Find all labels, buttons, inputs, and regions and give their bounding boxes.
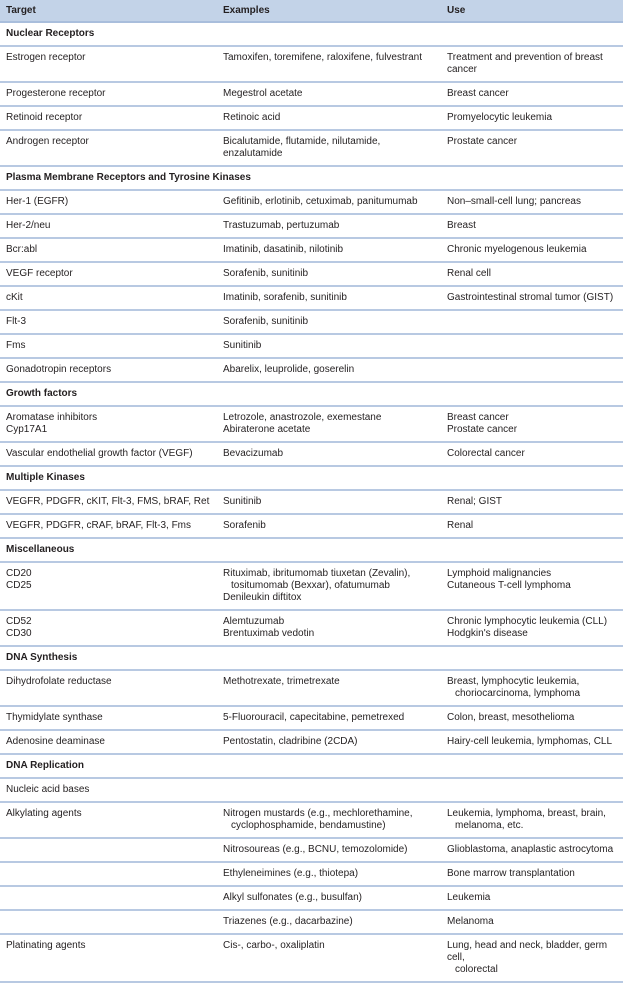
section-title: Nuclear Receptors — [0, 22, 623, 46]
cell-use — [441, 406, 623, 442]
use-text — [447, 364, 617, 376]
use-text: Lymphoid malignancies — [447, 568, 552, 579]
target-text: Cyp17A1 — [6, 424, 48, 435]
cell-use — [441, 610, 623, 646]
section-title: Miscellaneous — [0, 538, 623, 562]
cell-examples — [217, 910, 441, 934]
table-row — [0, 562, 623, 610]
examples-text: Nitrosoureas (e.g., BCNU, temozolomide) — [223, 844, 408, 855]
section-header-row — [0, 382, 623, 406]
examples-text: Alemtuzumab — [223, 616, 285, 627]
use-text: Hodgkin's disease — [447, 628, 528, 639]
target-text — [6, 916, 211, 928]
table-row — [0, 82, 623, 106]
cell-use — [441, 730, 623, 754]
table-row — [0, 442, 623, 466]
use-text: Melanoma — [447, 916, 494, 927]
examples-text: Ethyleneimines (e.g., thiotepa) — [223, 868, 359, 879]
examples-text: Trastuzumab, pertuzumab — [223, 220, 340, 231]
header-examples: Examples — [217, 0, 441, 22]
use-text — [447, 340, 617, 352]
cell-target — [0, 334, 217, 358]
use-text: Promyelocytic leukemia — [447, 112, 553, 123]
examples-text: Triazenes (e.g., dacarbazine) — [223, 916, 353, 927]
use-text: Glioblastoma, anaplastic astrocytoma — [447, 844, 614, 855]
cell-examples — [217, 778, 441, 802]
table-row — [0, 838, 623, 862]
cell-examples — [217, 286, 441, 310]
table-body — [0, 22, 623, 982]
section-title: Growth factors — [0, 382, 623, 406]
target-text: CD52 — [6, 616, 32, 627]
examples-text: Retinoic acid — [223, 112, 281, 123]
use-text: melanoma, etc. — [455, 820, 524, 831]
cell-use — [441, 190, 623, 214]
table-row — [0, 46, 623, 82]
use-text: Colon, breast, mesothelioma — [447, 712, 575, 723]
cell-target — [0, 358, 217, 382]
target-text: Bcr:abl — [6, 244, 38, 255]
cell-examples — [217, 262, 441, 286]
section-header-row — [0, 466, 623, 490]
use-text: Gastrointestinal stromal tumor (GIST) — [447, 292, 614, 303]
target-text: VEGFR, PDGFR, cKIT, Flt-3, FMS, bRAF, Ret — [6, 496, 210, 507]
cell-use — [441, 46, 623, 82]
examples-text — [223, 784, 435, 796]
target-text: Her-1 (EGFR) — [6, 196, 69, 207]
cell-examples — [217, 610, 441, 646]
use-text: Leukemia — [447, 892, 491, 903]
cell-target — [0, 670, 217, 706]
cell-target — [0, 190, 217, 214]
cell-examples — [217, 46, 441, 82]
header-use: Use — [441, 0, 623, 22]
cell-use — [441, 802, 623, 838]
section-header-row — [0, 22, 623, 46]
cell-use — [441, 934, 623, 982]
examples-text: Nitrogen mustards (e.g., mechlorethamine, — [223, 808, 413, 819]
use-text: Prostate cancer — [447, 424, 518, 435]
examples-text: Imatinib, dasatinib, nilotinib — [223, 244, 344, 255]
examples-text: Rituximab, ibritumomab tiuxetan (Zevalin), — [223, 568, 411, 579]
target-text: Aromatase inhibitors — [6, 412, 98, 423]
cell-use — [441, 490, 623, 514]
cell-examples — [217, 886, 441, 910]
use-text: Hairy-cell leukemia, lymphomas, CLL — [447, 736, 613, 747]
examples-text: Denileukin diftitox — [223, 592, 302, 603]
cell-examples — [217, 214, 441, 238]
examples-text: Tamoxifen, toremifene, raloxifene, fulvestrant — [223, 52, 422, 63]
target-text: CD30 — [6, 628, 32, 639]
cell-use — [441, 214, 623, 238]
examples-text: cyclophosphamide, bendamustine) — [231, 820, 386, 831]
examples-text: Sorafenib, sunitinib — [223, 268, 309, 279]
use-text: Breast cancer — [447, 88, 509, 99]
target-text: Gonadotropin receptors — [6, 364, 112, 375]
use-text: choriocarcinoma, lymphoma — [455, 688, 581, 699]
cell-use — [441, 670, 623, 706]
table-row — [0, 238, 623, 262]
header-target: Target — [0, 0, 217, 22]
use-text: Breast cancer — [447, 412, 509, 423]
cell-examples — [217, 934, 441, 982]
target-text: Thymidylate synthase — [6, 712, 103, 723]
cell-use — [441, 286, 623, 310]
table-row — [0, 214, 623, 238]
table-row — [0, 190, 623, 214]
cell-target — [0, 562, 217, 610]
cell-target — [0, 46, 217, 82]
examples-text: Alkyl sulfonates (e.g., busulfan) — [223, 892, 362, 903]
examples-text: Bevacizumab — [223, 448, 284, 459]
examples-text: Sunitinib — [223, 496, 262, 507]
examples-text: Megestrol acetate — [223, 88, 303, 99]
cell-target — [0, 238, 217, 262]
table-row — [0, 490, 623, 514]
examples-text: Cis-, carbo-, oxaliplatin — [223, 940, 325, 951]
cell-target — [0, 310, 217, 334]
header-row — [0, 0, 623, 22]
table-row — [0, 286, 623, 310]
cell-examples — [217, 706, 441, 730]
cell-target — [0, 286, 217, 310]
table-row — [0, 310, 623, 334]
target-text: Vascular endothelial growth factor (VEGF) — [6, 448, 193, 459]
section-title: DNA Synthesis — [0, 646, 623, 670]
cell-examples — [217, 730, 441, 754]
section-header-row — [0, 538, 623, 562]
target-text: Her-2/neu — [6, 220, 51, 231]
target-text: Nucleic acid bases — [6, 784, 90, 795]
target-text: Flt-3 — [6, 316, 26, 327]
cell-use — [441, 442, 623, 466]
target-text: Platinating agents — [6, 940, 86, 951]
examples-text: Letrozole, anastrozole, exemestane — [223, 412, 382, 423]
examples-text: Abiraterone acetate — [223, 424, 311, 435]
cell-target — [0, 802, 217, 838]
section-title: DNA Replication — [0, 754, 623, 778]
examples-text: Gefitinib, erlotinib, cetuximab, panitumumab — [223, 196, 418, 207]
use-text: Chronic myelogenous leukemia — [447, 244, 587, 255]
examples-text: Abarelix, leuprolide, goserelin — [223, 364, 355, 375]
table-row — [0, 106, 623, 130]
table-row — [0, 730, 623, 754]
cell-use — [441, 262, 623, 286]
cell-use — [441, 106, 623, 130]
table-row — [0, 514, 623, 538]
cell-examples — [217, 130, 441, 166]
use-text: Lung, head and neck, bladder, germ cell, — [447, 940, 608, 963]
cell-examples — [217, 310, 441, 334]
use-text: Cutaneous T-cell lymphoma — [447, 580, 571, 591]
cell-examples — [217, 490, 441, 514]
table-row — [0, 778, 623, 802]
use-text: Renal; GIST — [447, 496, 503, 507]
table-row — [0, 802, 623, 838]
cell-target — [0, 910, 217, 934]
examples-text: Methotrexate, trimetrexate — [223, 676, 340, 687]
cell-use — [441, 706, 623, 730]
table-row — [0, 262, 623, 286]
cell-examples — [217, 670, 441, 706]
target-text: Estrogen receptor — [6, 52, 86, 63]
cell-use — [441, 862, 623, 886]
cell-target — [0, 730, 217, 754]
cell-target — [0, 442, 217, 466]
target-text: CD25 — [6, 580, 32, 591]
cell-use — [441, 358, 623, 382]
table-row — [0, 706, 623, 730]
cell-use — [441, 130, 623, 166]
cell-target — [0, 130, 217, 166]
use-text: Breast, lymphocytic leukemia, — [447, 676, 580, 687]
cell-examples — [217, 334, 441, 358]
section-header-row — [0, 166, 623, 190]
cell-examples — [217, 862, 441, 886]
table-row — [0, 886, 623, 910]
use-text: Colorectal cancer — [447, 448, 525, 459]
cell-use — [441, 910, 623, 934]
cell-target — [0, 706, 217, 730]
table-row — [0, 334, 623, 358]
examples-text: Sunitinib — [223, 340, 262, 351]
target-text: Alkylating agents — [6, 808, 82, 819]
table-row — [0, 610, 623, 646]
cell-examples — [217, 238, 441, 262]
cell-target — [0, 862, 217, 886]
cell-examples — [217, 190, 441, 214]
use-text: Prostate cancer — [447, 136, 518, 147]
table-row — [0, 130, 623, 166]
use-text: Breast — [447, 220, 476, 231]
target-text — [6, 844, 211, 856]
target-text: Fms — [6, 340, 26, 351]
cell-examples — [217, 82, 441, 106]
target-text: VEGFR, PDGFR, cRAF, bRAF, Flt-3, Fms — [6, 520, 192, 531]
cell-use — [441, 334, 623, 358]
examples-text: tositumomab (Bexxar), ofatumumab — [231, 580, 390, 591]
cell-target — [0, 82, 217, 106]
use-text: Leukemia, lymphoma, breast, brain, — [447, 808, 606, 819]
cell-examples — [217, 838, 441, 862]
section-title: Multiple Kinases — [0, 466, 623, 490]
use-text: Bone marrow transplantation — [447, 868, 575, 879]
target-text: Retinoid receptor — [6, 112, 83, 123]
cell-target — [0, 262, 217, 286]
examples-text: Brentuximab vedotin — [223, 628, 315, 639]
table-row — [0, 862, 623, 886]
target-text — [6, 868, 211, 880]
cell-target — [0, 490, 217, 514]
examples-text: Bicalutamide, flutamide, nilutamide, enzalutamide — [223, 136, 381, 159]
examples-text: Sorafenib — [223, 520, 266, 531]
use-text: Chronic lymphocytic leukemia (CLL) — [447, 616, 608, 627]
cell-use — [441, 310, 623, 334]
cell-target — [0, 514, 217, 538]
cell-use — [441, 514, 623, 538]
table-row — [0, 358, 623, 382]
cell-use — [441, 838, 623, 862]
table-row — [0, 670, 623, 706]
cell-use — [441, 778, 623, 802]
cell-target — [0, 778, 217, 802]
table-row — [0, 406, 623, 442]
cell-target — [0, 214, 217, 238]
section-header-row — [0, 754, 623, 778]
cell-target — [0, 106, 217, 130]
target-text: CD20 — [6, 568, 32, 579]
table-row — [0, 910, 623, 934]
use-text — [447, 784, 617, 796]
target-text: cKit — [6, 292, 23, 303]
use-text: Non–small-cell lung; pancreas — [447, 196, 581, 207]
cell-use — [441, 562, 623, 610]
examples-text: Sorafenib, sunitinib — [223, 316, 309, 327]
table-row — [0, 934, 623, 982]
target-text: Progesterone receptor — [6, 88, 106, 99]
cell-examples — [217, 358, 441, 382]
use-text: Renal — [447, 520, 474, 531]
examples-text: Pentostatin, cladribine (2CDA) — [223, 736, 358, 747]
target-text — [6, 892, 211, 904]
cell-examples — [217, 406, 441, 442]
cell-examples — [217, 442, 441, 466]
cell-examples — [217, 106, 441, 130]
target-text: Androgen receptor — [6, 136, 89, 147]
cell-target — [0, 934, 217, 982]
cell-use — [441, 886, 623, 910]
cell-target — [0, 406, 217, 442]
cell-use — [441, 82, 623, 106]
section-header-row — [0, 646, 623, 670]
cell-use — [441, 238, 623, 262]
cell-target — [0, 610, 217, 646]
use-text: Treatment and prevention of breast cancer — [447, 52, 603, 75]
target-text: Adenosine deaminase — [6, 736, 105, 747]
section-title: Plasma Membrane Receptors and Tyrosine Kinases — [0, 166, 623, 190]
cell-examples — [217, 802, 441, 838]
cell-examples — [217, 562, 441, 610]
use-text: colorectal — [455, 964, 498, 975]
cell-target — [0, 838, 217, 862]
cell-target — [0, 886, 217, 910]
examples-text: 5-Fluorouracil, capecitabine, pemetrexed — [223, 712, 405, 723]
cell-examples — [217, 514, 441, 538]
examples-text: Imatinib, sorafenib, sunitinib — [223, 292, 347, 303]
use-text — [447, 316, 617, 328]
target-text: VEGF receptor — [6, 268, 73, 279]
target-text: Dihydrofolate reductase — [6, 676, 112, 687]
use-text: Renal cell — [447, 268, 491, 279]
